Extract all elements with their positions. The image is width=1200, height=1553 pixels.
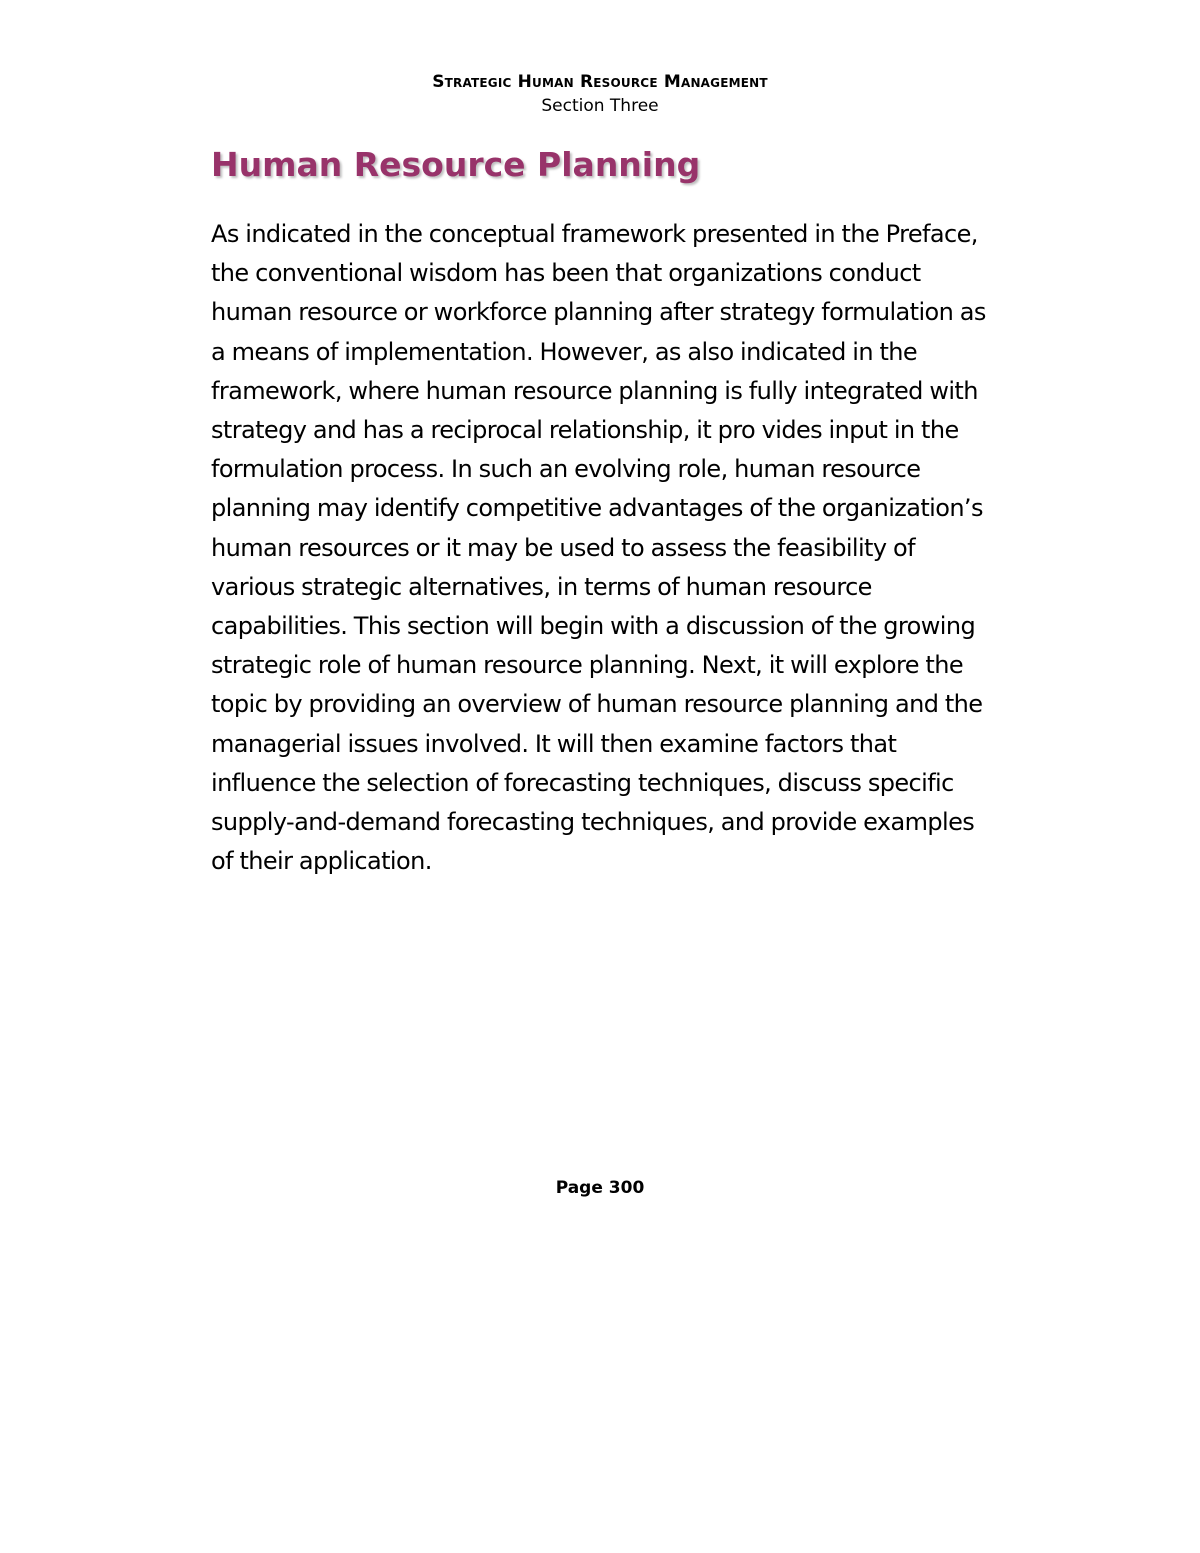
body-paragraph: As indicated in the conceptual framework presented in the Preface, the conventional wisdom has been that organizations conduct human resource or workforce planning after strategy formulation as a means of implementation. However, as also indicated in the framework, where human resource planning is fully integrated with strategy and has a reciprocal relationship, it pro vides input in the formulation process. In such an evolving role, human resource planning may identify competitive advantages of the organization’s human resources or it may be used to assess the feasibility of various strategic alternatives, in terms of human resource capabilities. This section will begin with a discussion of the growing strategic role of human resource planning. Next, it will explore the topic by providing an overview of human resource planning and the managerial issues involved. It will then examine factors that influence the selection of forecasting techniques, discuss specific supply-and-demand forecasting techniques, and provide examples of their application. [211,220,986,876]
page-title: Human Resource Planning [211,145,701,184]
section-label: Section Three [541,96,659,116]
page-number: Page 300 [555,1178,645,1198]
book-title: Strategic Human Resource Management [432,72,768,92]
running-header [0,70,1200,118]
